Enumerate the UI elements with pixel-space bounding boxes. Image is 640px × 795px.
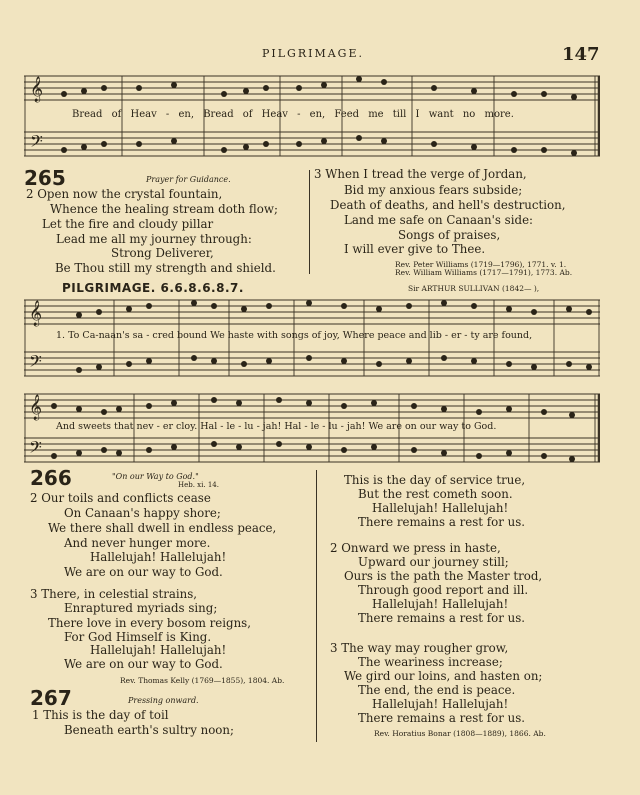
- h265-credit: Rev. William Williams (1717—1791), 1773. Ab.: [395, 268, 573, 277]
- h266-line: Hallelujah! Hallelujah!: [90, 550, 227, 564]
- h265-right-line: 3 When I tread the verge of Jordan,: [314, 167, 527, 181]
- h266-line: 2 Our toils and conflicts cease: [30, 491, 211, 505]
- h265-right-line: I will ever give to Thee.: [344, 242, 486, 256]
- h265-left-line: Be Thou still my strength and shield.: [55, 261, 276, 275]
- music1-lyrics: Bread of Heav - en, Bread of Heav - en, Feed me till I want no more.: [72, 109, 514, 120]
- h267-line: 1 This is the day of toil: [32, 708, 169, 722]
- h265-left-line: Whence the healing stream doth flow;: [50, 202, 278, 216]
- running-header: PILGRIMAGE.: [262, 47, 364, 60]
- h267-right-line: This is the day of service true,: [344, 473, 526, 487]
- h267-right-line: The end, the end is peace.: [358, 683, 516, 697]
- h267-line: Beneath earth's sultry noon;: [64, 723, 234, 737]
- tune2-lyrics-2: And sweets that nev - er cloy. Hal - le - lu - jah! Hal - le - lu - jah! We are on our way to God.: [56, 421, 497, 432]
- h266-line: Hallelujah! Hallelujah!: [90, 643, 227, 657]
- h265-right-line: Bid my anxious fears subside;: [344, 183, 523, 197]
- h265-left-line: Let the fire and cloudy pillar: [42, 217, 214, 231]
- h265-credit: Rev. Peter Williams (1719—1796), 1771. v. 1.: [395, 260, 567, 269]
- h265-left-line: 2 Open now the crystal fountain,: [26, 187, 223, 201]
- h267-right-line: There remains a rest for us.: [358, 611, 526, 625]
- svg-text:𝄢: 𝄢: [29, 437, 42, 461]
- hymn-266-subtitle: "On our Way to God.": [112, 472, 199, 481]
- h266-line: There love in every bosom reigns,: [48, 616, 251, 630]
- hymn-267-number: 267: [30, 686, 72, 710]
- h266-line: We there shall dwell in endless peace,: [48, 521, 277, 535]
- h267-right-line: But the rest cometh soon.: [358, 487, 513, 501]
- h267-right-line: There remains a rest for us.: [358, 515, 526, 529]
- hymn-265-subtitle: Prayer for Guidance.: [146, 175, 231, 184]
- h267-right-line: Ours is the path the Master trod,: [344, 569, 543, 583]
- column-divider: [316, 470, 317, 742]
- svg-text:𝄞: 𝄞: [29, 395, 43, 420]
- h265-left-line: Lead me all my journey through:: [56, 232, 252, 246]
- h267-right-line: Hallelujah! Hallelujah!: [372, 697, 509, 711]
- h267-right-line: Hallelujah! Hallelujah!: [372, 597, 509, 611]
- hymn-267-subtitle: Pressing onward.: [128, 696, 199, 705]
- tune-composer: Sir ARTHUR SULLIVAN (1842— ),: [408, 284, 540, 293]
- svg-text:𝄞: 𝄞: [29, 301, 43, 326]
- h265-right-line: Land me safe on Canaan's side:: [344, 213, 534, 227]
- h267-right-line: Hallelujah! Hallelujah!: [372, 501, 509, 515]
- h266-credit: Rev. Thomas Kelly (1769—1855), 1804. Ab.: [120, 676, 285, 685]
- h267-right-line: We gird our loins, and hasten on;: [344, 669, 543, 683]
- h267-right-line: 2 Onward we press in haste,: [330, 541, 501, 555]
- hymn-265-number: 265: [24, 166, 66, 190]
- h267-right-line: The weariness increase;: [358, 655, 503, 669]
- h265-right-line: Death of deaths, and hell's destruction,: [330, 198, 566, 212]
- svg-text:𝄢: 𝄢: [29, 351, 42, 375]
- h266-line: For God Himself is King.: [64, 630, 212, 644]
- hymn-266-number: 266: [30, 466, 72, 490]
- h267-right-line: 3 The way may rougher grow,: [330, 641, 509, 655]
- tune-name: PILGRIMAGE. 6.6.8.6.8.7.: [62, 281, 244, 295]
- hymn-266-ref: Heb. xi. 14.: [178, 481, 219, 489]
- h266-line: On Canaan's happy shore;: [64, 506, 221, 520]
- page-number: 147: [562, 44, 600, 65]
- svg-text:𝄢: 𝄢: [30, 131, 43, 155]
- h266-line: We are on our way to God.: [64, 657, 223, 671]
- h267-right-line: Upward our journey still;: [358, 555, 509, 569]
- h267-right-line: Through good report and ill.: [358, 583, 529, 597]
- tune2-lyrics-1: 1. To Ca-naan's sa - cred bound We haste with songs of joy, Where peace and lib - er - ty are found,: [56, 330, 533, 341]
- column-divider: [309, 170, 310, 274]
- h267-credit: Rev. Horatius Bonar (1808—1889), 1866. Ab.: [374, 729, 546, 738]
- h266-line: Enraptured myriads sing;: [64, 601, 218, 615]
- h266-line: 3 There, in celestial strains,: [30, 587, 198, 601]
- svg-text:𝄞: 𝄞: [30, 77, 44, 102]
- h265-left-line: Strong Deliverer,: [111, 246, 214, 260]
- h266-line: And never hunger more.: [64, 536, 211, 550]
- h267-right-line: There remains a rest for us.: [358, 711, 526, 725]
- h266-line: We are on our way to God.: [64, 565, 223, 579]
- h265-right-line: Songs of praises,: [398, 228, 501, 242]
